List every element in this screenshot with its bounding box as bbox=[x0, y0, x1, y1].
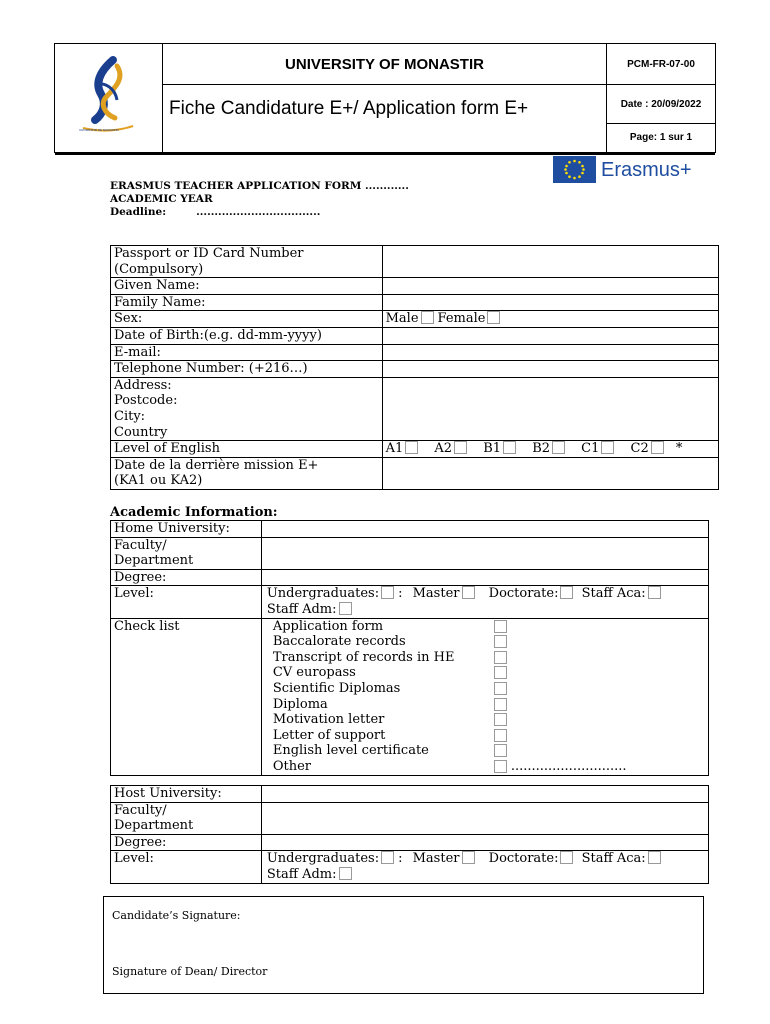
given-name-label: Given Name: bbox=[111, 278, 383, 295]
host-degree-label: Degree: bbox=[111, 834, 262, 851]
family-name-input[interactable] bbox=[382, 294, 718, 311]
host-faculty-label: Faculty/ Department bbox=[111, 802, 262, 834]
table-row bbox=[111, 361, 719, 378]
erasmus-wordmark: Erasmus+ bbox=[601, 159, 692, 181]
checklist-item bbox=[273, 697, 708, 713]
home-doctorate-checkbox[interactable] bbox=[560, 586, 573, 599]
dob-label: Date of Birth:(e.g. dd-mm-yyyy) bbox=[111, 327, 383, 344]
checklist-item-label: Application form bbox=[272, 618, 384, 634]
checklist-item bbox=[273, 712, 708, 728]
signature-box[interactable] bbox=[103, 896, 704, 994]
checklist-item-label: Letter of support bbox=[272, 727, 386, 743]
given-name-input[interactable] bbox=[382, 278, 718, 295]
academic-info-title: Academic Information: bbox=[110, 505, 278, 520]
checklist-checkbox[interactable] bbox=[494, 666, 507, 679]
male-checkbox[interactable] bbox=[421, 311, 434, 324]
family-name-label: Family Name: bbox=[111, 294, 383, 311]
checklist-item-label: Scientific Diplomas bbox=[272, 680, 401, 696]
header-meta-cell bbox=[607, 44, 715, 152]
dob-input[interactable] bbox=[382, 327, 718, 344]
table-row bbox=[111, 586, 709, 618]
host-university-table bbox=[110, 785, 709, 884]
phone-input[interactable] bbox=[382, 361, 718, 378]
table-row bbox=[111, 537, 709, 569]
table-row bbox=[111, 441, 719, 458]
intro-block bbox=[110, 180, 409, 219]
host-doctorate-checkbox[interactable] bbox=[560, 851, 573, 864]
host-undergrad-checkbox[interactable] bbox=[381, 851, 394, 864]
checklist-item-label: CV europass bbox=[272, 665, 356, 681]
checklist-item bbox=[273, 619, 708, 635]
table-row bbox=[111, 569, 709, 586]
checklist-checkbox[interactable] bbox=[494, 744, 507, 757]
table-row bbox=[111, 802, 709, 834]
table-row bbox=[111, 246, 719, 278]
home-degree-label: Degree: bbox=[111, 569, 262, 586]
table-row bbox=[111, 521, 709, 538]
home-level-label: Level: bbox=[111, 586, 262, 618]
english-levels: A1 A2 B1 B2 C1 C2 * bbox=[382, 441, 718, 458]
checklist-item-label: Motivation letter bbox=[272, 712, 385, 728]
level-b1-checkbox[interactable] bbox=[503, 441, 516, 454]
checklist-checkbox[interactable] bbox=[494, 682, 507, 695]
table-row bbox=[111, 311, 719, 328]
level-a2-checkbox[interactable] bbox=[454, 441, 467, 454]
table-row bbox=[111, 294, 719, 311]
table-row bbox=[111, 344, 719, 361]
header-bottom-rule bbox=[55, 153, 715, 155]
last-mission-input[interactable] bbox=[382, 457, 718, 489]
home-staff-adm-checkbox[interactable] bbox=[339, 602, 352, 615]
host-level-label: Level: bbox=[111, 851, 262, 883]
home-faculty-input[interactable] bbox=[261, 537, 708, 569]
table-row bbox=[111, 851, 709, 883]
table-row bbox=[111, 786, 709, 803]
checklist-item-label: Baccalorate records bbox=[272, 634, 406, 650]
checklist-checkbox[interactable] bbox=[494, 729, 507, 742]
checklist bbox=[273, 619, 708, 775]
university-name: UNIVERSITY OF MONASTIR bbox=[163, 44, 606, 85]
checklist-item bbox=[273, 650, 708, 666]
passport-input[interactable] bbox=[382, 246, 718, 278]
checklist-checkbox[interactable] bbox=[494, 651, 507, 664]
table-row bbox=[111, 377, 719, 440]
male-label: Male bbox=[385, 311, 419, 327]
level-a1-checkbox[interactable] bbox=[405, 441, 418, 454]
checklist-checkbox[interactable] bbox=[494, 635, 507, 648]
intro-title: ERASMUS TEACHER APPLICATION FORM ............ bbox=[110, 180, 409, 192]
doc-date: Date : 20/09/2022 bbox=[607, 85, 715, 124]
home-staff-aca-checkbox[interactable] bbox=[648, 586, 661, 599]
checklist-item bbox=[273, 634, 708, 650]
host-level-options: Undergraduates: : Master Doctorate: Staff Aca: Staff Adm: bbox=[261, 851, 708, 883]
deadline-field[interactable]: .................................. bbox=[196, 206, 321, 218]
home-faculty-label: Faculty/ Department bbox=[111, 537, 262, 569]
checklist-item-label: Other bbox=[272, 758, 311, 774]
female-label: Female bbox=[437, 311, 486, 327]
host-master-checkbox[interactable] bbox=[462, 851, 475, 864]
intro-deadline: Deadline: .................................. bbox=[110, 206, 321, 218]
checklist-item-label: Transcript of records in HE bbox=[272, 649, 455, 665]
level-c2-checkbox[interactable] bbox=[651, 441, 664, 454]
host-university-input[interactable] bbox=[261, 786, 708, 803]
form-title: Fiche Candidature E+/ Application form E+ bbox=[169, 98, 529, 119]
passport-label: Passport or ID Card Number (Compulsory) bbox=[111, 246, 383, 278]
other-specify-field[interactable]: ............................ bbox=[510, 758, 627, 774]
home-university-input[interactable] bbox=[261, 521, 708, 538]
header-title-cell bbox=[163, 44, 607, 152]
email-input[interactable] bbox=[382, 344, 718, 361]
logo-cell bbox=[55, 44, 163, 152]
checklist-checkbox[interactable] bbox=[494, 698, 507, 711]
english-label: Level of English bbox=[111, 441, 383, 458]
table-row bbox=[111, 327, 719, 344]
university-logo bbox=[55, 44, 163, 152]
sex-label: Sex: bbox=[111, 311, 383, 328]
level-b2-checkbox[interactable] bbox=[552, 441, 565, 454]
checklist-label: Check list bbox=[111, 618, 262, 775]
home-undergrad-checkbox[interactable] bbox=[381, 586, 394, 599]
checklist-item bbox=[273, 681, 708, 697]
host-staff-aca-checkbox[interactable] bbox=[648, 851, 661, 864]
eu-flag-icon bbox=[553, 156, 596, 183]
last-mission-label: Date de la derrière mission E+ (KA1 ou KA2) bbox=[111, 457, 383, 489]
table-row bbox=[111, 457, 719, 489]
email-label: E-mail: bbox=[111, 344, 383, 361]
checklist-item bbox=[273, 665, 708, 681]
checklist-item bbox=[273, 743, 708, 759]
table-row bbox=[111, 834, 709, 851]
checklist-checkbox[interactable] bbox=[494, 713, 507, 726]
sex-options bbox=[382, 311, 718, 328]
table-row bbox=[111, 618, 709, 775]
checklist-item bbox=[273, 759, 708, 775]
personal-info-table bbox=[110, 245, 719, 490]
home-university-label: Home University: bbox=[111, 521, 262, 538]
host-faculty-input[interactable] bbox=[261, 802, 708, 834]
candidate-signature-label: Candidate’s Signature: bbox=[112, 909, 241, 922]
female-checkbox[interactable] bbox=[487, 311, 500, 324]
address-input[interactable] bbox=[382, 377, 718, 440]
home-university-table bbox=[110, 520, 709, 776]
dean-signature-label: Signature of Dean/ Director bbox=[112, 965, 268, 978]
checklist-item bbox=[273, 728, 708, 744]
logo-caption: UNIVERSITÉ DE MONASTIR bbox=[79, 128, 119, 132]
home-master-checkbox[interactable] bbox=[462, 586, 475, 599]
home-level-options: Undergraduates: : Master Doctorate: Staff Aca: Staff Adm: bbox=[261, 586, 708, 618]
checklist-cell bbox=[261, 618, 708, 775]
address-label: Address: Postcode: City: Country bbox=[111, 377, 383, 440]
checklist-item-label: English level certificate bbox=[272, 743, 429, 759]
checklist-checkbox[interactable] bbox=[494, 760, 507, 773]
document-header bbox=[54, 43, 716, 153]
host-staff-adm-checkbox[interactable] bbox=[339, 867, 352, 880]
table-row bbox=[111, 278, 719, 295]
checklist-checkbox[interactable] bbox=[494, 620, 507, 633]
checklist-item-label: Diploma bbox=[272, 696, 328, 712]
page-number: Page: 1 sur 1 bbox=[629, 132, 693, 143]
host-degree-input[interactable] bbox=[261, 834, 708, 851]
host-university-label: Host University: bbox=[111, 786, 262, 803]
phone-label: Telephone Number: (+216…) bbox=[111, 361, 383, 378]
home-degree-input[interactable] bbox=[261, 569, 708, 586]
intro-academic-year: ACADEMIC YEAR bbox=[110, 193, 213, 205]
ref-code: PCM-FR-07-00 bbox=[607, 44, 715, 85]
level-c1-checkbox[interactable] bbox=[601, 441, 614, 454]
